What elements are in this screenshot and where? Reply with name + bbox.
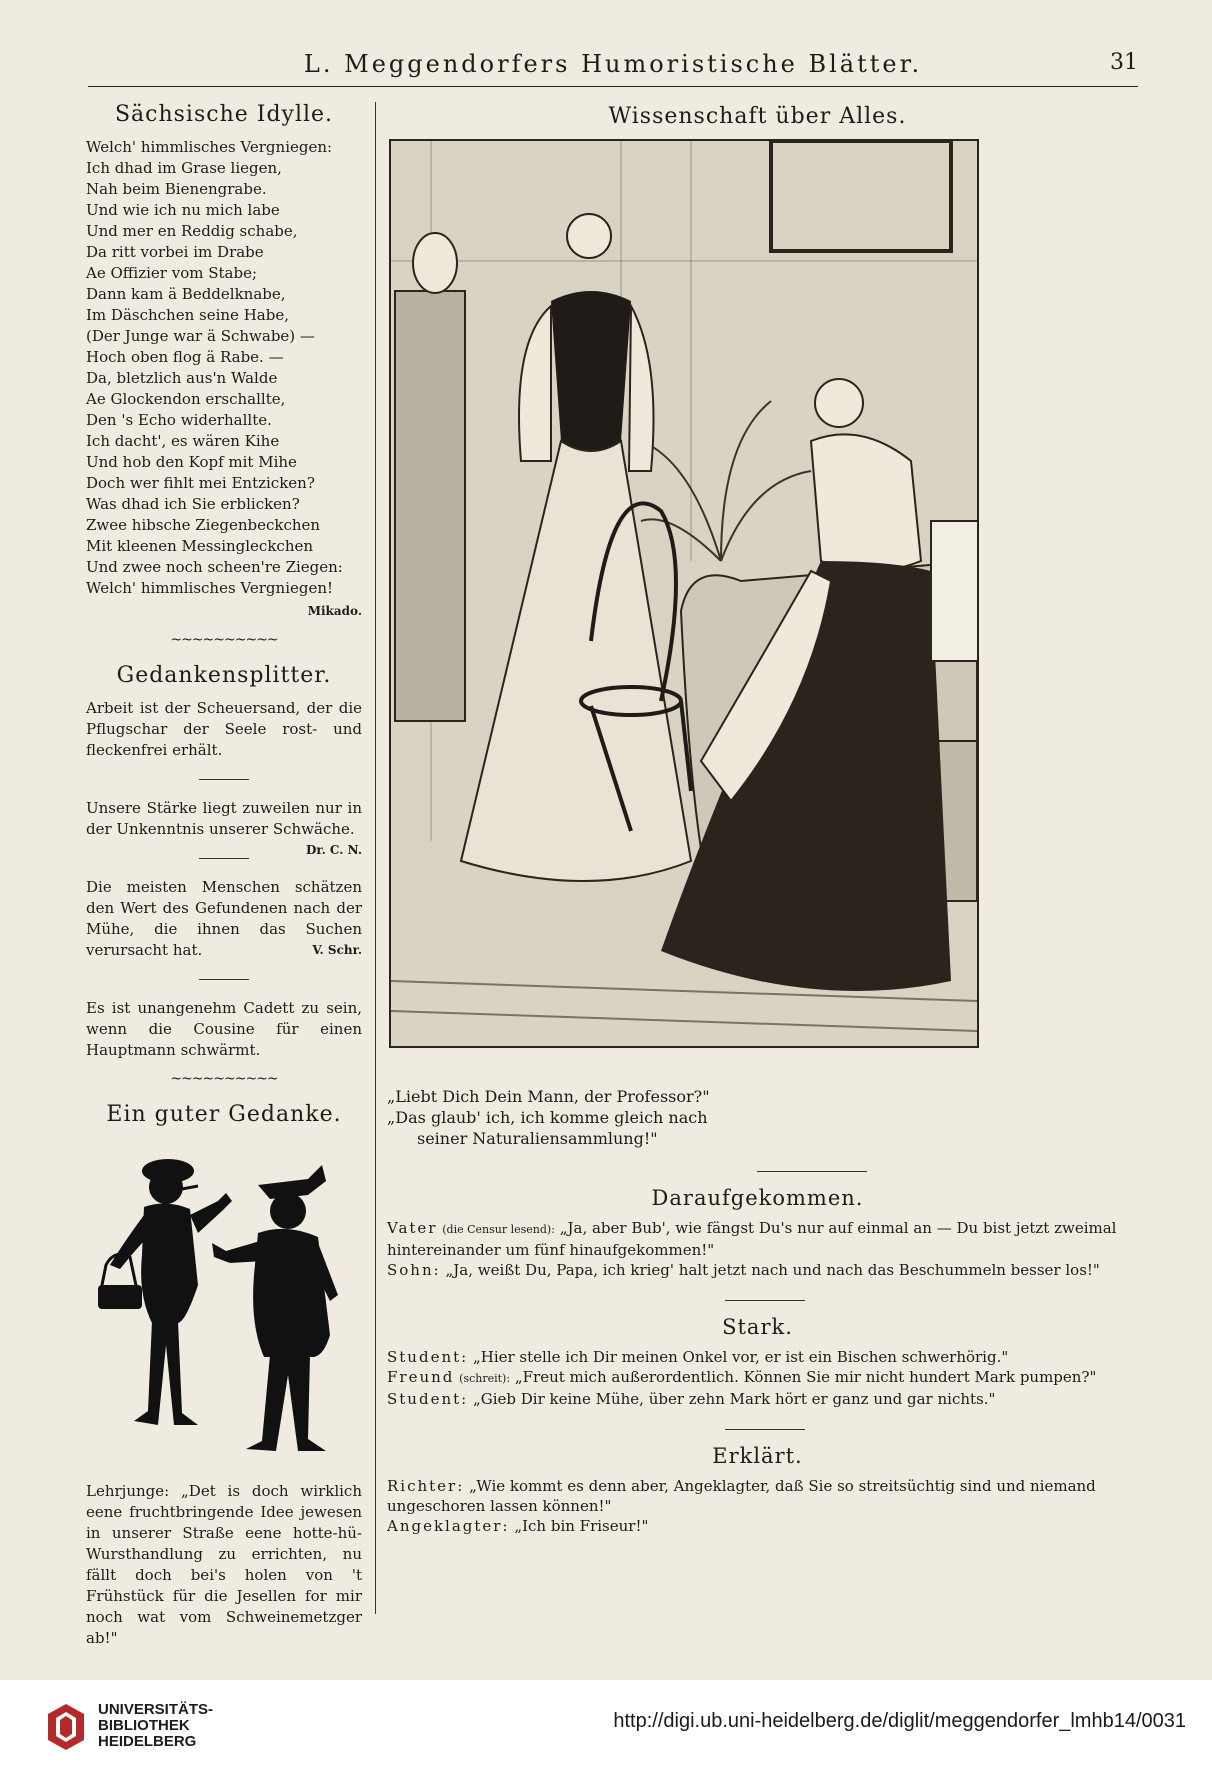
short-divider xyxy=(199,979,249,980)
short-divider xyxy=(199,779,249,780)
poem-line: Im Däschchen seine Habe, xyxy=(86,306,289,324)
poem-line: Nah beim Bienengrabe. xyxy=(86,180,267,198)
dialogue-text: „Wie kommt es denn aber, Angeklagter, daß Sie so streitsüchtig sind und niemand ungeschoren lassen können!" xyxy=(387,1477,1096,1515)
column-divider xyxy=(375,102,376,1614)
aphorism-text: Es ist unangenehm Cadett zu sein, wenn die Cousine für einen Hauptmann schwärmt. xyxy=(86,999,362,1059)
section-divider xyxy=(725,1300,805,1301)
dialogue-line xyxy=(385,1389,1130,1409)
gedanke-text: Lehrjunge: „Det is doch wirklich eene fruchtbringende Idee jewesen in unserer Straße eene hotte-hü-Wursthandlung zu errichten, nu fällt doch bei's holen von 't Frühstück für die Jesellen for mir noch wat vom Schweinemetzger ab!" xyxy=(86,1482,362,1647)
section-divider xyxy=(757,1171,867,1172)
header-rule xyxy=(88,86,1138,87)
aphorism xyxy=(86,877,362,961)
poem-line: Doch wer fihlt mei Entzicken? xyxy=(86,474,315,492)
splitter-title: Gedankensplitter. xyxy=(116,663,332,688)
poem-line: Und mer en Reddig schabe, xyxy=(86,222,298,240)
library-line: UNIVERSITÄTS- xyxy=(98,1701,214,1718)
poem-line: Was dhad ich Sie erblicken? xyxy=(86,495,300,513)
dialogue-text: „Hier stelle ich Dir meinen Onkel vor, er ist ein Bischen schwerhörig." xyxy=(472,1348,1009,1366)
dialogue-line xyxy=(385,1367,1130,1389)
dialogue-line xyxy=(385,1516,1130,1536)
aphorism xyxy=(86,698,362,761)
poem-title: Sächsische Idylle. xyxy=(114,102,334,127)
dialogue-text: „Gieb Dir keine Mühe, über zehn Mark hört er ganz und gar nichts." xyxy=(472,1390,996,1408)
poem-line: Ich dacht', es wären Kihe xyxy=(86,432,280,450)
library-line: BIBLIOTHEK xyxy=(98,1717,190,1734)
aphorism-signature: V. Schr. xyxy=(312,943,362,957)
dialogue-line xyxy=(385,1347,1130,1367)
poem-line: Da ritt vorbei im Drabe xyxy=(86,243,264,261)
poem-line: Ae Offizier vom Stabe; xyxy=(86,264,258,282)
short-divider xyxy=(199,858,249,859)
speaker: Sohn: xyxy=(387,1261,441,1279)
aphorism xyxy=(86,998,362,1061)
source-url[interactable]: http://digi.ub.uni-heidelberg.de/diglit/meggendorfer_lmhb14/0031 xyxy=(613,1710,1186,1732)
gedanke-title: Ein guter Gedanke. xyxy=(106,1102,342,1127)
poem-line: Und wie ich nu mich labe xyxy=(86,201,280,219)
splitter-list xyxy=(86,698,362,1061)
poem-line: Und hob den Kopf mit Mihe xyxy=(86,453,297,471)
left-column xyxy=(86,104,362,1649)
anecdote-sections xyxy=(385,1171,1130,1536)
dialogue-text: „Freut mich außerordentlich. Können Sie mir nicht hundert Mark pumpen?" xyxy=(514,1368,1097,1386)
dialogue-text: „Ich bin Friseur!" xyxy=(514,1517,649,1535)
section-title: Stark. xyxy=(722,1315,793,1339)
speaker: Vater xyxy=(387,1219,438,1237)
illustration-caption xyxy=(385,1086,747,1149)
poem-line: (Der Junge war ä Schwabe) — xyxy=(86,327,315,345)
poem-line: Den 's Echo widerhallte. xyxy=(86,411,272,429)
section-title: Daraufgekommen. xyxy=(651,1186,864,1210)
right-column xyxy=(385,104,1130,1536)
aphorism-text: Die meisten Menschen schätzen den Wert des Gefundenen nach der Mühe, die ihnen das Suchen verursacht hat. xyxy=(86,878,362,959)
poem-body xyxy=(86,137,362,599)
aphorism-text: Unsere Stärke liegt zuweilen nur in der Unkenntnis unserer Schwäche. xyxy=(86,799,362,838)
poem-line: Mit kleenen Messingleckchen xyxy=(86,537,314,555)
main-illustration xyxy=(389,139,979,1048)
silhouette-illustration xyxy=(86,1145,362,1465)
library-name xyxy=(98,1702,213,1750)
poem-line: Ich dhad im Grase liegen, xyxy=(86,159,282,177)
poem-line: Dann kam ä Beddelknabe, xyxy=(86,285,286,303)
aphorism-text: Arbeit ist der Scheuersand, der die Pflugschar der Seele rost- und fleckenfrei erhält. xyxy=(86,699,362,759)
poem-line: Ae Glockendon erschallte, xyxy=(86,390,286,408)
ornament-divider: ~~~~~~~~~~ xyxy=(170,632,278,648)
library-logo-icon xyxy=(44,1700,88,1752)
caption-line: „Liebt Dich Dein Mann, der Professor?" xyxy=(387,1087,710,1106)
poem-line: Zwee hibsche Ziegenbeckchen xyxy=(86,516,321,534)
dialogue-line xyxy=(385,1218,1130,1260)
journal-title: L. Meggendorfers Humoristische Blätter. xyxy=(303,50,923,78)
ornament-divider: ~~~~~~~~~~ xyxy=(170,1071,278,1087)
speaker: Student: xyxy=(387,1348,469,1366)
library-line: HEIDELBERG xyxy=(98,1733,197,1750)
dialogue-line xyxy=(385,1476,1130,1516)
speaker: Angeklagter: xyxy=(387,1517,510,1535)
poem-line: Hoch oben flog ä Rabe. — xyxy=(86,348,284,366)
page-number: 31 xyxy=(1110,50,1138,75)
dialogue-text: „Ja, aber Bub', wie fängst Du's nur auf einmal an — Du bist jetzt zweimal hintereinander um fünf hinaufgekommen!" xyxy=(387,1219,1117,1259)
speaker: Freund xyxy=(387,1368,455,1386)
dialogue-line xyxy=(385,1260,1130,1280)
dialogue-text: „Ja, weißt Du, Papa, ich krieg' halt jetzt nach und nach das Beschummeln besser los!" xyxy=(445,1261,1100,1279)
caption-line: seiner Naturaliensammlung!" xyxy=(417,1129,658,1148)
section-divider xyxy=(725,1429,805,1430)
speaker: Student: xyxy=(387,1390,469,1408)
stage-direction: (die Censur lesend): xyxy=(442,1223,555,1236)
footer xyxy=(0,1680,1212,1769)
poem-line: Und zwee noch scheen're Ziegen: xyxy=(86,558,343,576)
poem-line: Da, bletzlich aus'n Walde xyxy=(86,369,278,387)
poem-signature: Mikado. xyxy=(307,604,362,618)
aphorism-signature: Dr. C. N. xyxy=(305,843,362,857)
poem-line: Welch' himmlisches Vergniegen! xyxy=(86,579,334,597)
section-title: Erklärt. xyxy=(712,1444,803,1468)
illustration-title: Wissenschaft über Alles. xyxy=(608,104,907,129)
poem-line: Welch' himmlisches Vergniegen: xyxy=(86,138,333,156)
stage-direction: (schreit): xyxy=(459,1372,511,1385)
aphorism xyxy=(86,798,362,857)
page-header xyxy=(88,50,1138,80)
speaker: Richter: xyxy=(387,1477,465,1495)
caption-line: „Das glaub' ich, ich komme gleich nach xyxy=(387,1108,708,1127)
